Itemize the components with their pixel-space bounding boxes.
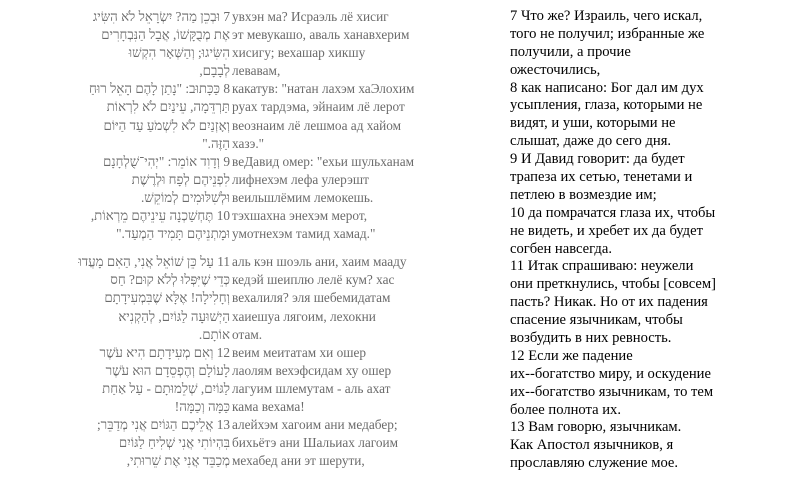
russian-line: 11 Итак спрашиваю: неужели [510, 258, 694, 275]
hebrew-line: 13 אֲלֵיכֶם הַגּוֹיִם אֲנִי מְדַבֵּר; [96, 417, 230, 433]
russian-line: 13 Вам говорю, язычникам. [510, 419, 682, 436]
hebrew-line: לַגּוֹיִם, שְׁלֵמוּתָם - עַל אַחַת [102, 380, 230, 396]
russian-line: видят, и уши, которыми не [510, 115, 676, 132]
russian-column [510, 8, 736, 473]
translit-line: лифнехэм лефа улерэшт [232, 171, 369, 187]
translit-line: хаиешуа лягоим, лехокни [232, 308, 376, 324]
russian-line: возбудить в них ревность. [510, 330, 672, 347]
hebrew-line: 8 כַּכָּתוּב: "נָתַן לָהֶם הָאֵל רוּחַ [89, 81, 230, 97]
hebrew-line: בִּהְיוֹתִי אֲנִי שְׁלִיחַ לַגּוֹיִם [118, 435, 230, 451]
hebrew-line: לִפְנֵיהֶם לְפָח וּלְרֶשֶׁת [131, 171, 230, 187]
hebrew-column [54, 8, 230, 470]
translit-line: отам. [232, 326, 263, 342]
translit-line: вехалиля? эля шебемидатам [232, 290, 391, 306]
hebrew-line: כְּדֵי שֶׁיִּפְּלוּ לְלֹא קוּם? חַס [110, 272, 230, 288]
hebrew-line: וּמָתְנֵיהֶם תָּמִיד הַמְעַד." [116, 226, 230, 242]
russian-line: их--богатство язычникам, то тем [510, 383, 714, 400]
russian-line: более полнота их. [510, 401, 621, 418]
hebrew-line: לְבָבָם, [199, 63, 230, 79]
hebrew-line: וְאָזְנַיִם לֹא לִשְׁמֹעַ עַד הַיּוֹם [103, 117, 230, 133]
hebrew-line: וְחָלִילָה! אֶלָּא שֶׁבִּמְעִידָתָם [104, 290, 230, 306]
translit-line: бихьётэ ани Шальиах лагоим [232, 435, 399, 451]
hebrew-line: 9 וְדָוִד אוֹמֵר: "יְהִי־שֻׁלְחָנָם [103, 153, 230, 169]
translit-line: левавам, [232, 63, 281, 79]
hebrew-line: הַיְשׁוּעָה לַגּוֹיִם, לְהַקְנִיא [118, 308, 230, 324]
hebrew-line: כַּמָּה וְכַמָּה! [174, 398, 230, 414]
block-gap [54, 243, 230, 253]
translit-line: веознаим лё лешмоа ад хайом [232, 117, 402, 133]
russian-line: получили, а прочие [510, 43, 631, 60]
transliteration-column [232, 8, 470, 470]
hebrew-line: הַזֶּה." [202, 135, 230, 151]
translit-line: мехабед ани эт шерути, [232, 453, 365, 469]
russian-line: не видеть, и хребет их да будет [510, 222, 703, 239]
translit-line: умотнехэм тамид хамад." [232, 226, 376, 242]
hebrew-line: 7 וּבְכֵן מַה? יִשְׂרָאֵל לֹא הִשִּׂיג [92, 9, 230, 24]
hebrew-line: לָעוֹלָם וְהֶפְסֵדָם הוּא עֹשֶׁר [105, 362, 230, 378]
translit-line: веим меитатам хи ошер [232, 344, 367, 360]
russian-line: они преткнулись, чтобы [совсем] [510, 276, 716, 293]
russian-line: слышат, даже до сего дня. [510, 133, 672, 150]
hebrew-line: 10 תֶּחְשַׁכְנָה עֵינֵיהֶם מֵרְאוֹת, [90, 208, 230, 224]
russian-line: 12 Если же падение [510, 347, 633, 364]
translit-line: хисигу; вехашар хикшу [232, 45, 366, 61]
translit-line: руах тардэма, эйнаим лё лерот [232, 99, 405, 115]
hebrew-line: הִשִּׂיגוּ; וְהַשְּׁאָר הִקְשׁוּ [128, 45, 230, 61]
russian-line: 8 как написано: Бог дал им дух [510, 79, 704, 96]
russian-line: пасть? Никак. Но от их падения [510, 294, 708, 311]
hebrew-line: אוֹתָם. [198, 326, 230, 342]
translit-line: тэхшахна энехэм мерот, [232, 208, 368, 224]
russian-line: Как Апостол язычников, я [510, 437, 674, 454]
russian-line: их--богатство миру, и оскудение [510, 365, 711, 382]
hebrew-line: וּלְשִׁלּוּמִים לְמוֹקֵשׁ. [140, 189, 230, 205]
translit-line: лагуим шлемутам - аль ахат [232, 380, 391, 396]
russian-line: того не получил; избранные же [510, 25, 705, 42]
translit-line: хазэ." [232, 135, 265, 151]
russian-line: согбен навсегда. [510, 240, 612, 257]
translit-line: лаолям вехэфсидам ху ошер [232, 362, 392, 378]
russian-line: трапеза их сетью, тенетами и [510, 169, 693, 186]
translit-line: увхэн ма? Исраэль лё хисиг [232, 9, 389, 24]
translit-line: веДавид омер: "ехьи шульханам [232, 153, 415, 169]
russian-line: усыпления, глаза, которыми не [510, 97, 703, 114]
translit-line: аль кэн шоэль ани, хаим мааду [232, 254, 407, 270]
translit-line: кедэй шеиплю лелё кум? хас [232, 272, 395, 288]
block-gap [232, 243, 470, 253]
translit-line: эт мевукашо, аваль ханавхерим [232, 27, 410, 43]
hebrew-line: תַּרְדֵּמָה, עֵינַיִם לֹא לִרְאוֹת [106, 99, 230, 115]
hebrew-line: 12 וְאִם מְעִידָתָם הִיא עֹשֶׁר [99, 344, 230, 360]
hebrew-line: 11 עַל כֵּן שׁוֹאֵל אֲנִי, הַאִם מָעֲדוּ [78, 254, 230, 270]
russian-line: петлею в возмездие им; [510, 186, 657, 203]
russian-line: прославляю служение мое. [510, 455, 679, 472]
translit-line: веильшлёмим лемокешь. [232, 189, 374, 205]
hebrew-line: מְכַבֵּד אֲנִי אֶת שֵׁרוּתִי, [126, 453, 230, 469]
russian-line: спасение язычникам, чтобы [510, 312, 683, 329]
translit-line: алейхэм хагоим ани медабер; [232, 417, 398, 433]
russian-line: 9 И Давид говорит: да будет [510, 151, 685, 168]
translit-line: кама вехама! [232, 398, 305, 414]
translit-line: какатув: "натан лахэм хаЭлохим [232, 81, 415, 97]
russian-line: 10 да помрачатся глаза их, чтобы [510, 204, 716, 221]
russian-line: ожесточились, [510, 61, 601, 78]
hebrew-line: אֶת מְבֻקָּשׁוֹ, אֲבָל הַנִּבְחָרִים [101, 27, 230, 43]
russian-line: 7 Что же? Израиль, чего искал, [510, 8, 703, 24]
